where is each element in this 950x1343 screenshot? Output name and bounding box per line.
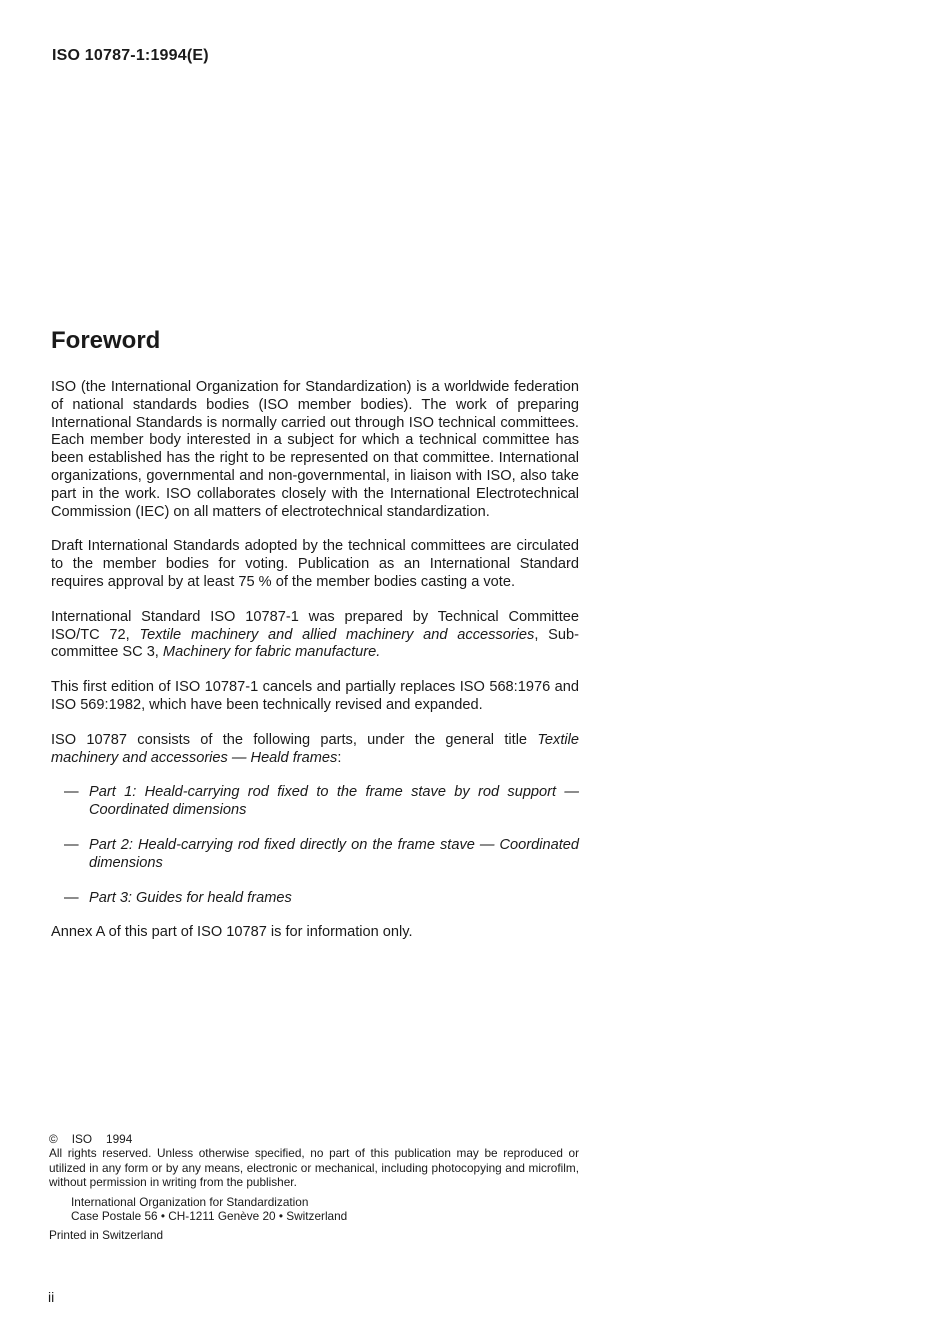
document-id: ISO 10787-1:1994(E) bbox=[52, 47, 209, 64]
org-address-block bbox=[49, 1195, 579, 1224]
parts-list bbox=[51, 784, 579, 907]
paragraph-draft-standards: Draft International Standards adopted by the technical committees are circulated to the member bodies for voting. Publication as an International Standard requires approval by at least 75 % of the member bodies casting a vote. bbox=[51, 538, 579, 590]
general-title: Textile machinery and accessories — Heald frames bbox=[51, 731, 579, 766]
list-dash: — bbox=[64, 784, 79, 801]
paragraph-about-iso: ISO (the International Organization for Standardization) is a worldwide federation of national standards bodies (ISO member bodies). The work of preparing International Standards is normally carried out through ISO technical committees. Each member body interested in a subject for which a technical committee has been established has the right to be represented on that committee. International organizations, governmental and non-governmental, in liaison with ISO, also take part in the work. ISO collaborates closely with the International Electrotechnical Commission (IEC) on all matters of electrotechnical standardization. bbox=[51, 379, 579, 520]
copyright-line bbox=[49, 1132, 579, 1146]
parts-intro-text: ISO 10787 consists of the following parts, under the general title bbox=[51, 731, 538, 748]
list-dash: — bbox=[64, 836, 79, 853]
org-name: International Organization for Standardization bbox=[71, 1194, 309, 1209]
copyright-symbol: © bbox=[49, 1132, 58, 1146]
paragraph-parts-intro bbox=[51, 732, 579, 768]
committee-name: Textile machinery and allied machinery and accessories bbox=[139, 626, 535, 643]
list-item bbox=[51, 890, 579, 908]
foreword-body bbox=[51, 379, 579, 959]
copyright-year: 1994 bbox=[106, 1132, 133, 1146]
paragraph-prepared-by bbox=[51, 609, 579, 662]
list-item bbox=[51, 837, 579, 873]
paragraph-edition: This first edition of ISO 10787-1 cancels and partially replaces ISO 568:1976 and ISO 569:1982, which have been technically revised and expanded. bbox=[51, 679, 579, 713]
parts-intro-colon: : bbox=[337, 749, 342, 766]
prepared-by-text: International Standard ISO 10787-1 was prepared by Technical Committee ISO/TC 72, bbox=[51, 608, 579, 643]
org-address: Case Postale 56 • CH-1211 Genève 20 • Switzerland bbox=[71, 1209, 348, 1224]
list-dash: — bbox=[64, 889, 79, 906]
rights-notice: All rights reserved. Unless otherwise specified, no part of this publication may be reproduced or utilized in any form or by any means, electronic or mechanical, including photocopying and microfilm, without permission in writing from the publisher. bbox=[49, 1146, 579, 1190]
subcommittee-text: , Sub-committee SC 3, bbox=[51, 626, 580, 661]
printed-in: Printed in Switzerland bbox=[49, 1228, 164, 1243]
list-item bbox=[51, 784, 579, 820]
page-title: Foreword bbox=[51, 327, 161, 354]
paragraph-annex: Annex A of this part of ISO 10787 is for information only. bbox=[51, 924, 413, 941]
subcommittee-name: Machinery for fabric manufacture. bbox=[162, 644, 381, 661]
copyright-org: ISO bbox=[71, 1132, 93, 1146]
page-number: ii bbox=[48, 1289, 55, 1305]
list-item-text: Part 2: Heald-carrying rod fixed directly on the frame stave — Coordinated dimensions bbox=[89, 836, 579, 871]
list-item-text: Part 1: Heald-carrying rod fixed to the frame stave by rod support — Coordinated dimensions bbox=[89, 784, 579, 819]
list-item-text: Part 3: Guides for heald frames bbox=[89, 889, 292, 906]
copyright-footer bbox=[49, 1132, 579, 1243]
